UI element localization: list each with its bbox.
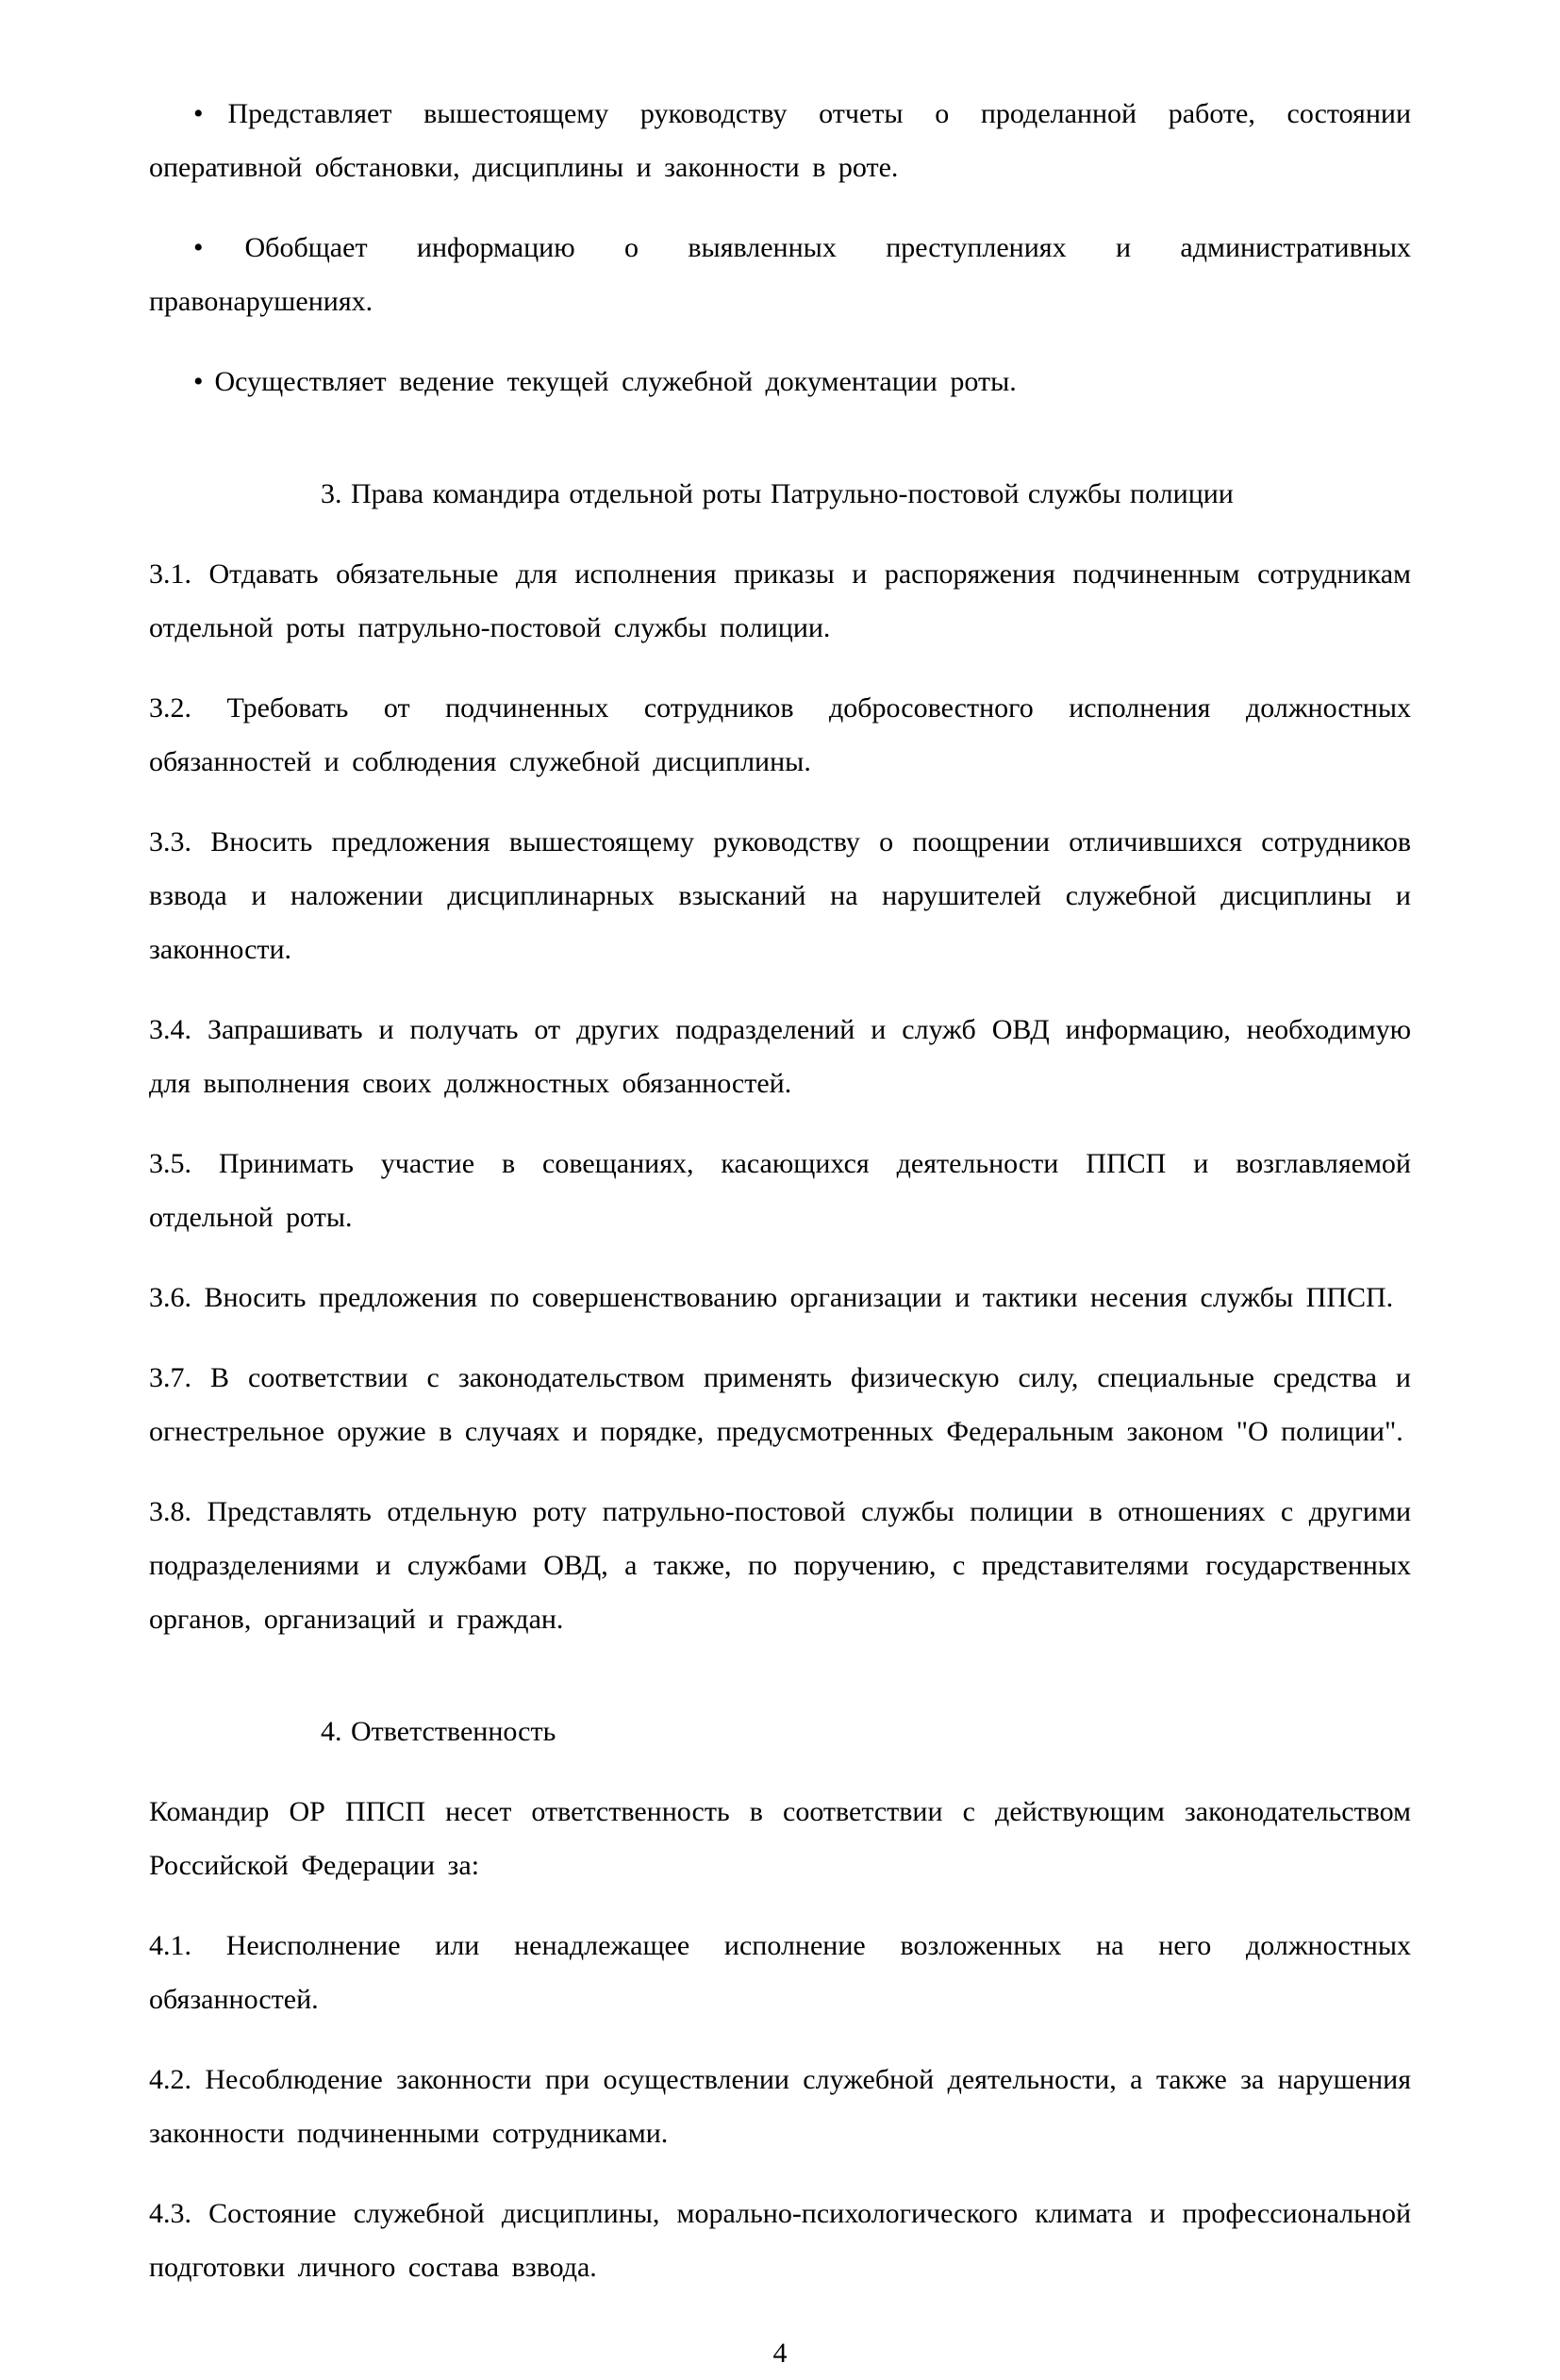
bullet-icon: • [193, 98, 204, 129]
section3-heading: 3. Права командира отдельной роты Патрульно-постовой службы полиции [321, 478, 1234, 509]
section4-item-4-3: 4.3. Состояние служебной дисциплины, морально-психологического климата и профессиональной подготовки личного состава взвода. [149, 2198, 1411, 2283]
section3-item-3-5: 3.5. Принимать участие в совещаниях, касающихся деятельности ППСП и возглавляемой отдельной роты. [149, 1148, 1411, 1233]
bullet-text: Представляет вышестоящему руководству отчеты о проделанной работе, состоянии оперативной обстановки, дисциплины и законности в роте. [149, 98, 1411, 183]
section4-item-4-1: 4.1. Неисполнение или ненадлежащее исполнение возложенных на него должностных обязанностей. [149, 1930, 1411, 2015]
page-number: 4 [772, 2338, 788, 2369]
section3-item-3-7: 3.7. В соответствии с законодательством применять физическую силу, специальные средства и огнестрельное оружие в случаях и порядке, предусмотренных Федеральным законом "О полиции". [149, 1362, 1411, 1447]
bullet-item [149, 355, 1411, 408]
section3-item-3-6: 3.6. Вносить предложения по совершенствованию организации и тактики несения службы ППСП. [149, 1282, 1394, 1313]
bullet-text: Осуществляет ведение текущей служебной документации роты. [214, 366, 1017, 397]
section3-item-3-2: 3.2. Требовать от подчиненных сотрудников добросовестного исполнения должностных обязанностей и соблюдения служебной дисциплины. [149, 692, 1411, 777]
section3-item-3-3: 3.3. Вносить предложения вышестоящему руководству о поощрении отличившихся сотрудников взвода и наложении дисциплинарных взысканий на нарушителей служебной дисциплины и законности. [149, 826, 1411, 965]
bullet-icon: • [193, 366, 204, 397]
section3-item-3-4: 3.4. Запрашивать и получать от других подразделений и служб ОВД информацию, необходимую для выполнения своих должностных обязанностей. [149, 1014, 1411, 1099]
section3-item-3-8: 3.8. Представлять отдельную роту патрульно-постовой службы полиции в отношениях с другими подразделениями и службами ОВД, а также, по поручению, с представителями государственных органов, организаций и граждан. [149, 1496, 1411, 1635]
bullet-icon: • [193, 232, 204, 263]
section4-item-4-2: 4.2. Несоблюдение законности при осуществлении служебной деятельности, а также за нарушения законности подчиненными сотрудниками. [149, 2064, 1411, 2149]
bullet-item [149, 87, 1411, 194]
bullet-text: Обобщает информацию о выявленных преступлениях и административных правонарушениях. [149, 232, 1411, 317]
bullet-item [149, 221, 1411, 328]
section4-intro: Командир ОР ППСП несет ответственность в соответствии с действующим законодательством Российской Федерации за: [149, 1796, 1411, 1881]
section4-heading: 4. Ответственность [321, 1716, 556, 1747]
section3-item-3-1: 3.1. Отдавать обязательные для исполнения приказы и распоряжения подчиненным сотрудникам отдельной роты патрульно-постовой службы полиции. [149, 558, 1411, 643]
